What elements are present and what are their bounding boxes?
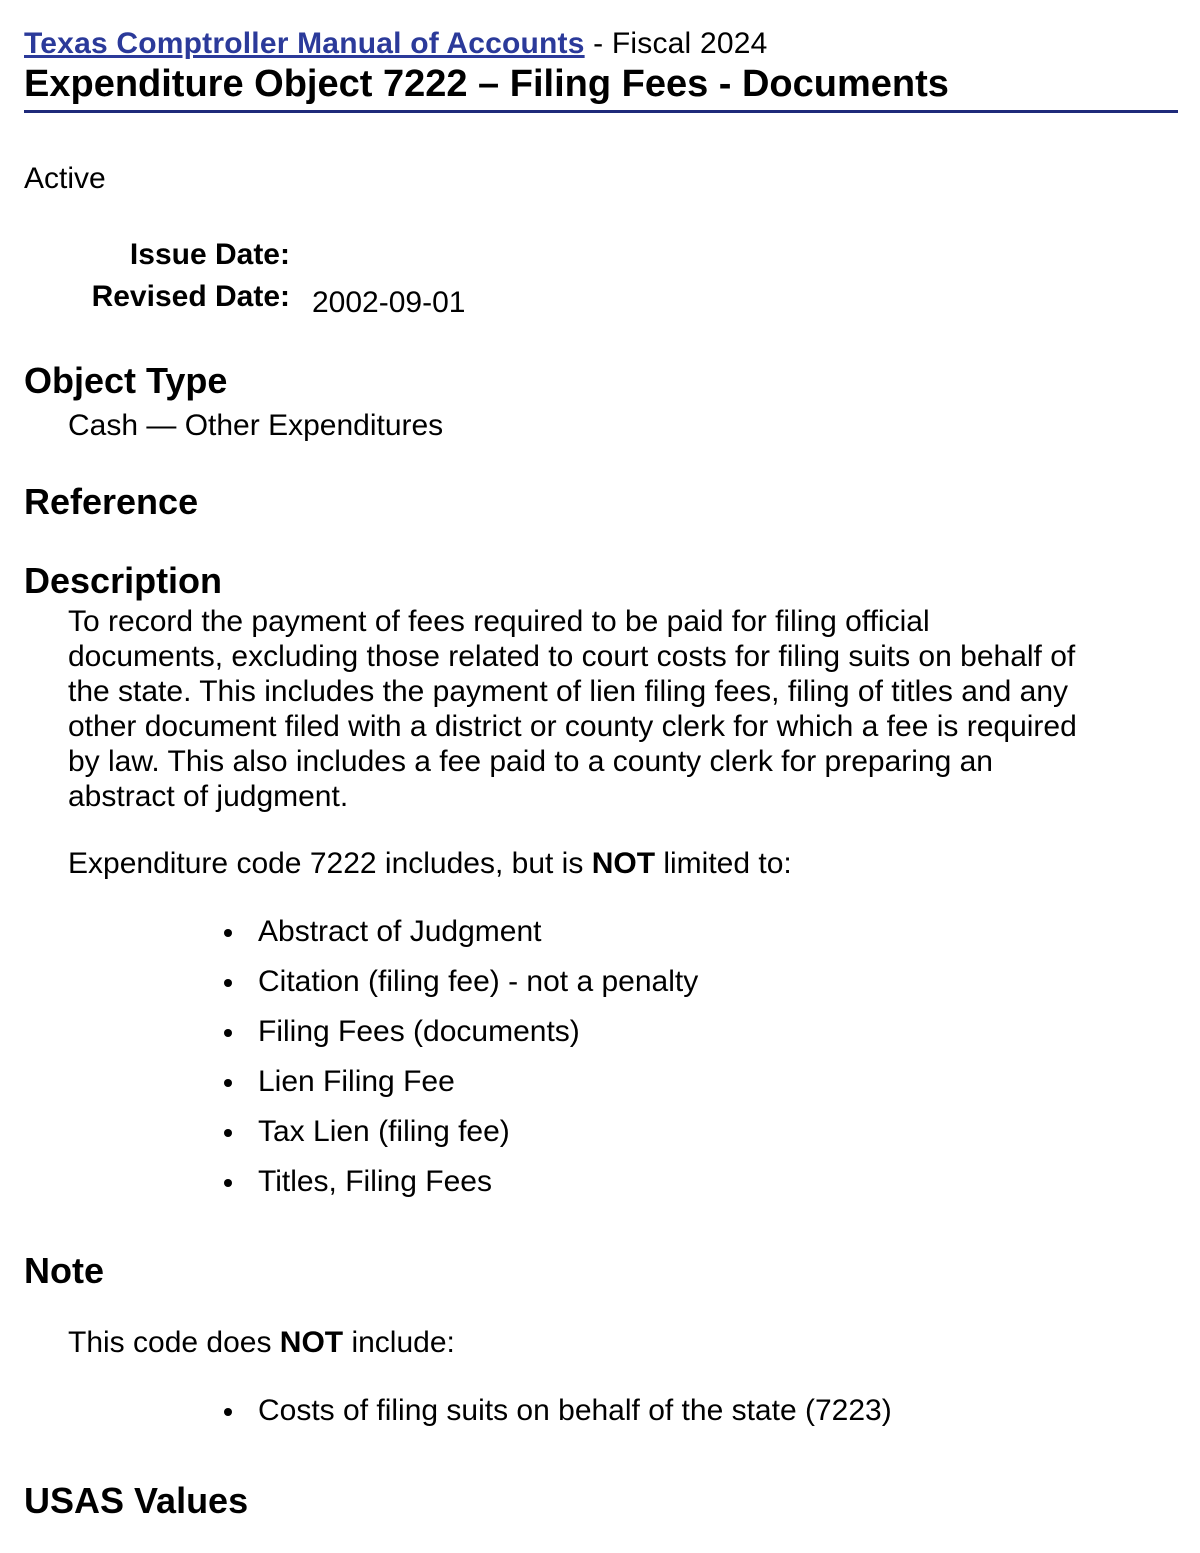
list-item bbox=[258, 1165, 698, 1215]
list-item-text: Filing Fees (documents) bbox=[258, 1015, 580, 1048]
note-heading: Note bbox=[24, 1250, 104, 1291]
manual-link[interactable]: Texas Comptroller Manual of Accounts bbox=[24, 27, 585, 60]
description-line: other document filed with a district or county clerk for which a fee is required bbox=[68, 710, 1077, 743]
list-item bbox=[258, 965, 698, 1015]
description-line: the state. This includes the payment of lien filing fees, filing of titles and any bbox=[68, 675, 1069, 708]
list-item bbox=[258, 915, 698, 965]
bullet-icon bbox=[224, 1079, 232, 1087]
note-prefix: This code does bbox=[68, 1326, 280, 1359]
bullet-icon bbox=[224, 1029, 232, 1037]
includes-not: NOT bbox=[591, 847, 656, 880]
revised-date-row bbox=[0, 278, 700, 320]
page-header bbox=[24, 26, 1178, 113]
page-title: Expenditure Object 7222 – Filing Fees - Documents bbox=[24, 62, 1178, 113]
object-type-heading: Object Type bbox=[24, 360, 228, 401]
revised-date-value: 2002-09-01 bbox=[312, 286, 466, 319]
list-item bbox=[258, 1015, 698, 1065]
description-line: abstract of judgment. bbox=[68, 780, 349, 813]
list-item-text: Costs of filing suits on behalf of the state (7223) bbox=[258, 1394, 892, 1427]
note-not: NOT bbox=[279, 1326, 344, 1359]
list-item bbox=[258, 1115, 698, 1165]
includes-prefix: Expenditure code 7222 includes, but is bbox=[68, 847, 592, 880]
note-suffix: include: bbox=[343, 1326, 455, 1359]
issue-date-label: Issue Date: bbox=[129, 238, 290, 271]
list-item-text: Citation (filing fee) - not a penalty bbox=[258, 965, 699, 998]
reference-heading: Reference bbox=[24, 481, 199, 522]
list-item-text: Tax Lien (filing fee) bbox=[258, 1115, 510, 1148]
bullet-icon bbox=[224, 1408, 232, 1416]
fiscal-year: - Fiscal 2024 bbox=[584, 27, 768, 60]
note-intro bbox=[68, 1325, 455, 1360]
description-line: by law. This also includes a fee paid to a county clerk for preparing an bbox=[68, 745, 993, 778]
description-body bbox=[68, 604, 1180, 814]
usas-values-heading: USAS Values bbox=[24, 1480, 249, 1521]
includes-suffix: limited to: bbox=[655, 847, 792, 880]
bullet-icon bbox=[224, 979, 232, 987]
list-item-text: Lien Filing Fee bbox=[258, 1065, 455, 1098]
object-type-value: Cash — Other Expenditures bbox=[68, 409, 444, 442]
list-item bbox=[258, 1065, 698, 1115]
list-item-text: Titles, Filing Fees bbox=[258, 1165, 492, 1198]
breadcrumb bbox=[24, 26, 1178, 62]
description-line: documents, excluding those related to court costs for filing suits on behalf of bbox=[68, 640, 1076, 673]
dates-block bbox=[0, 236, 700, 320]
revised-date-label: Revised Date: bbox=[91, 280, 290, 313]
bullet-icon bbox=[224, 929, 232, 937]
issue-date-row bbox=[0, 236, 700, 278]
bullet-icon bbox=[224, 1129, 232, 1137]
description-heading: Description bbox=[24, 560, 223, 601]
includes-list bbox=[258, 915, 698, 1215]
excludes-list bbox=[258, 1394, 892, 1444]
bullet-icon bbox=[224, 1179, 232, 1187]
status-text: Active bbox=[24, 162, 106, 195]
list-item bbox=[258, 1394, 892, 1444]
description-line: To record the payment of fees required to be paid for filing official bbox=[68, 605, 930, 638]
includes-intro bbox=[68, 846, 792, 881]
list-item-text: Abstract of Judgment bbox=[258, 915, 542, 948]
